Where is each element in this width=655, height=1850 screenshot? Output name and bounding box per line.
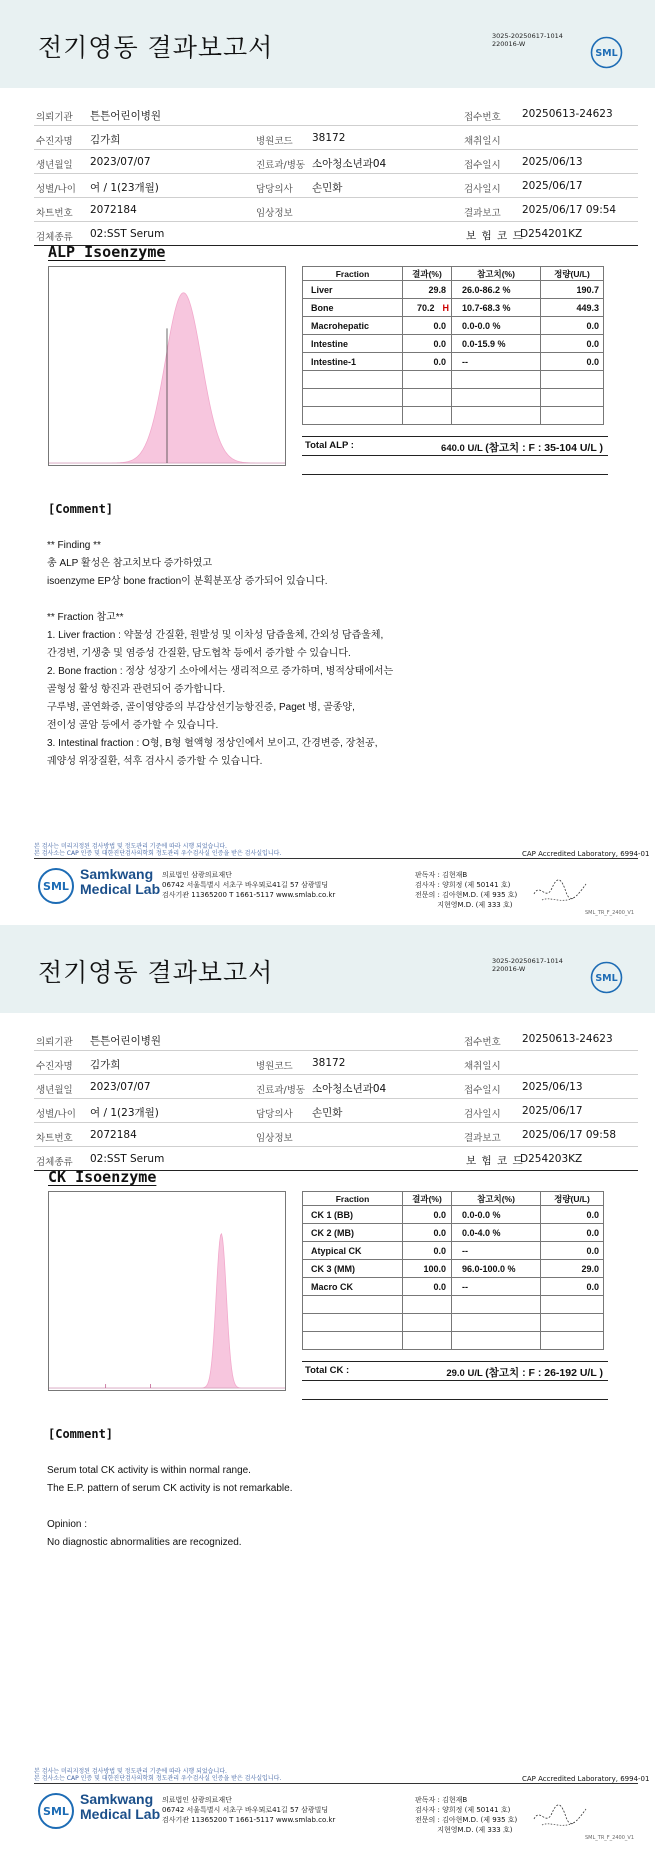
result-cell	[403, 317, 452, 335]
info-value: 여 / 1(23개월)	[90, 1107, 159, 1119]
reference-range: 10.7-68.3 %	[452, 299, 541, 317]
info-label: 검체종류	[36, 1157, 73, 1168]
signers: 판독자 : 김현재B 검사자 : 양희정 (제 50141 호) 전문의 : 김아현M.D. (제 935 호) 지현영M.D. (제 333 호)	[415, 1796, 518, 1834]
quantity-value: 0.0	[541, 317, 604, 335]
info-value: 38172	[312, 132, 346, 144]
fraction-table	[302, 266, 604, 425]
info-label: 병원코드	[256, 1061, 293, 1072]
result-value: 0.0	[433, 356, 446, 367]
info-row	[34, 126, 638, 150]
fraction-table-header	[303, 267, 604, 281]
brand-name	[80, 1792, 160, 1822]
reference-range	[452, 1296, 541, 1314]
fraction-name	[303, 389, 403, 407]
info-row	[34, 1123, 638, 1147]
footer-note: 본 검사는 미리지정된 검사방법 및 정도관리 기준에 따라 시행 되었습니다. 본 검사소는 CAP 인증 및 대한진단검사의학회 정도관리 우수검사실 인증을 받은 검사실입니다.	[34, 1768, 282, 1782]
signature-icon	[530, 876, 590, 906]
report-title: 전기영동 결과보고서	[38, 33, 274, 62]
total-value-group	[446, 1365, 603, 1380]
fraction-name: Macro CK	[303, 1278, 403, 1296]
electrophoresis-svg	[49, 267, 285, 465]
result-cell	[403, 1332, 452, 1350]
total-reference: (참고치 : F : 26-192 U/L )	[485, 1367, 603, 1379]
test-title: CK Isoenzyme	[48, 1168, 157, 1186]
reference-range: 0.0-4.0 %	[452, 1224, 541, 1242]
info-row	[34, 102, 638, 126]
column-header: Fraction	[303, 267, 403, 281]
info-label: 검사일시	[464, 1109, 501, 1120]
info-label: 접수일시	[464, 1085, 501, 1096]
result-cell	[403, 1224, 452, 1242]
lab-address: 의료법인 삼광의료재단 06742 서울특별시 서초구 바우뫼로41길 57 삼광빌딩 검사기관 11365200 T 1661-5117 www.smlab.co.kr	[162, 871, 336, 899]
info-label: 진료과/병동	[256, 1085, 306, 1096]
table-row	[303, 1332, 604, 1350]
info-label: 생년월일	[36, 160, 73, 171]
result-cell	[403, 1242, 452, 1260]
divider	[34, 858, 638, 859]
sml-brand-text: SML	[43, 1805, 69, 1818]
quantity-value: 0.0	[541, 1278, 604, 1296]
table-row	[303, 1296, 604, 1314]
fraction-name: Atypical CK	[303, 1242, 403, 1260]
sml-logo-icon	[590, 961, 623, 994]
fraction-name	[303, 407, 403, 425]
result-cell	[403, 1314, 452, 1332]
info-label: 접수번호	[464, 1037, 501, 1048]
fraction-name: CK 3 (MM)	[303, 1260, 403, 1278]
column-header: 결과(%)	[403, 267, 452, 281]
info-label: 진료과/병동	[256, 160, 306, 171]
table-row	[303, 353, 604, 371]
reference-range: 0.0-0.0 %	[452, 317, 541, 335]
result-value: 0.0	[433, 1209, 446, 1220]
info-row	[34, 1027, 638, 1051]
fraction-name: Intestine-1	[303, 353, 403, 371]
info-label: 접수일시	[464, 160, 501, 171]
patient-info	[34, 1027, 638, 1171]
table-row	[303, 1278, 604, 1296]
result-value: 0.0	[433, 1227, 446, 1238]
result-cell	[403, 389, 452, 407]
document-code	[492, 957, 563, 973]
info-label: 성별/나이	[36, 184, 76, 195]
info-value: 여 / 1(23개월)	[90, 182, 159, 194]
info-value: 2025/06/13	[522, 1081, 583, 1093]
quantity-value	[541, 407, 604, 425]
fraction-table-header	[303, 1192, 604, 1206]
result-value: 0.0	[433, 1281, 446, 1292]
barcode-value: D254203KZ	[520, 1153, 583, 1165]
total-value-group	[441, 440, 603, 455]
divider	[302, 1380, 608, 1381]
reference-range: --	[452, 1278, 541, 1296]
quantity-value: 449.3	[541, 299, 604, 317]
result-cell	[403, 1296, 452, 1314]
quantity-value: 0.0	[541, 353, 604, 371]
info-label: 성별/나이	[36, 1109, 76, 1120]
info-label: 수진자명	[36, 1061, 73, 1072]
result-value: 100.0	[423, 1263, 446, 1274]
total-label: Total ALP :	[305, 440, 354, 451]
info-value: 2025/06/17	[522, 180, 583, 192]
table-row	[303, 1242, 604, 1260]
result-cell	[403, 1278, 452, 1296]
table-row	[303, 1224, 604, 1242]
info-label: 임상정보	[256, 1133, 293, 1144]
total-value: 640.0 U/L	[441, 443, 483, 454]
info-label: 담당의사	[256, 184, 293, 195]
table-row	[303, 1260, 604, 1278]
info-label: 결과보고	[464, 208, 501, 219]
info-label: 임상정보	[256, 208, 293, 219]
result-cell	[403, 371, 452, 389]
quantity-value: 0.0	[541, 1206, 604, 1224]
column-header: 결과(%)	[403, 1192, 452, 1206]
info-label: 의뢰기관	[36, 1037, 73, 1048]
reference-range: 0.0-0.0 %	[452, 1206, 541, 1224]
info-label: 접수번호	[464, 112, 501, 123]
high-flag: H	[442, 302, 449, 313]
total-value: 29.0 U/L	[446, 1368, 483, 1379]
info-value: 손민화	[312, 1107, 343, 1119]
result-cell	[403, 407, 452, 425]
reference-range: --	[452, 353, 541, 371]
form-code: SML_TR_F_2400_V1	[585, 910, 635, 916]
info-value: 2025/06/13	[522, 156, 583, 168]
table-row	[303, 1314, 604, 1332]
table-row	[303, 389, 604, 407]
info-value: 2023/07/07	[90, 156, 151, 168]
info-row	[34, 1099, 638, 1123]
total-label: Total CK :	[305, 1365, 350, 1376]
result-cell	[403, 353, 452, 371]
sml-logo-text: SML	[595, 973, 618, 984]
lab-address: 의료법인 삼광의료재단 06742 서울특별시 서초구 바우뫼로41길 57 삼광빌딩 검사기관 11365200 T 1661-5117 www.smlab.co.kr	[162, 1796, 336, 1824]
info-label: 차트번호	[36, 208, 73, 219]
divider	[302, 1399, 608, 1400]
electrophoresis-svg	[49, 1192, 285, 1390]
info-value: 2025/06/17	[522, 1105, 583, 1117]
info-value: 2072184	[90, 1129, 137, 1141]
info-row	[34, 150, 638, 174]
result-value: 70.2	[416, 302, 435, 313]
table-row	[303, 281, 604, 299]
result-cell	[403, 335, 452, 353]
sml-logo-text: SML	[595, 48, 618, 59]
info-label: 생년월일	[36, 1085, 73, 1096]
info-label: 채취일시	[464, 136, 501, 147]
info-value: 손민화	[312, 182, 343, 194]
sml-logo-icon	[590, 36, 623, 69]
info-value: 2025/06/17 09:54	[522, 204, 617, 216]
info-value: 2072184	[90, 204, 137, 216]
form-code: SML_TR_F_2400_V1	[585, 1835, 635, 1841]
info-value: 38172	[312, 1057, 346, 1069]
result-cell	[403, 281, 452, 299]
fraction-name: Macrohepatic	[303, 317, 403, 335]
comment-body: ** Finding ** 총 ALP 활성은 참고치보다 증가하였고 isoenzyme EP상 bone fraction이 분획분포상 증가되어 있습니다. ** Fraction 참고** 1. Liver fraction : 약물성 간질환, 원발성 및 이차성 담즙울체, 간외성 담즙울체, 간경변, 기생충 및 염증성 간질환, 담도협착 등에서 증가할 수 있습니다. 2. Bone fraction : 정상 성장기 소아에서는 생리적으로 증가하며, 병적상태에서는 골형성 활성 항진과 관련되어 증가합니다. 구루병, 골연화증, 골이영양증의 부갑상선기능항진증, Paget 병, 골종양, 전이성 골암 등에서 증가할 수 있습니다. 3. Intestinal fraction : O형, B형 혈액형 정상인에서 보이고, 간경변증, 장천공, 궤양성 위장질환, 석후 검사시 증가할 수 있습니다.	[47, 540, 394, 767]
result-value: 0.0	[433, 1245, 446, 1256]
result-value: 0.0	[433, 338, 446, 349]
info-row	[34, 1051, 638, 1075]
divider	[34, 1783, 638, 1784]
comment-body: Serum total CK activity is within normal range. The E.P. pattern of serum CK activity is not remarkable. Opinion : No diagnostic abnormalities are recognized.	[47, 1465, 293, 1548]
cap-accreditation: CAP Accredited Laboratory, 6994-01	[522, 850, 650, 858]
fraction-name: CK 2 (MB)	[303, 1224, 403, 1242]
info-value: 소아청소년과04	[312, 158, 387, 170]
specimen-value: 02:SST Serum	[90, 1153, 165, 1165]
table-row	[303, 335, 604, 353]
column-header: Fraction	[303, 1192, 403, 1206]
reference-range	[452, 389, 541, 407]
column-header: 참고치(%)	[452, 1192, 541, 1206]
info-label: 결과보고	[464, 1133, 501, 1144]
quantity-value: 0.0	[541, 335, 604, 353]
reference-range: 96.0-100.0 %	[452, 1260, 541, 1278]
quantity-value	[541, 1296, 604, 1314]
info-label: 담당의사	[256, 1109, 293, 1120]
info-value: 튼튼어린이병원	[90, 110, 162, 122]
divider	[302, 474, 608, 475]
report-header	[0, 925, 655, 1013]
electrophoresis-graph	[48, 1191, 286, 1391]
table-row	[303, 1206, 604, 1224]
reference-range: 26.0-86.2 %	[452, 281, 541, 299]
reference-range	[452, 1314, 541, 1332]
brand-line: Samkwang	[80, 1791, 154, 1807]
divider	[302, 436, 608, 437]
fraction-name: Intestine	[303, 335, 403, 353]
column-header: 정량(U/L)	[541, 1192, 604, 1206]
barcode-label: 보 험 코 드	[466, 1155, 524, 1167]
info-row	[34, 198, 638, 222]
result-cell	[403, 1260, 452, 1278]
info-label: 차트번호	[36, 1133, 73, 1144]
signature-icon	[530, 1801, 590, 1831]
divider	[302, 1361, 608, 1362]
patient-info	[34, 102, 638, 246]
quantity-value	[541, 371, 604, 389]
comment-heading: [Comment]	[48, 502, 114, 516]
info-value: 2025/06/17 09:58	[522, 1129, 617, 1141]
sml-brand-text: SML	[43, 880, 69, 893]
barcode-label: 보 험 코 드	[466, 230, 524, 242]
document-code-line: 3025-20250617-1014	[492, 32, 563, 40]
info-value: 20250613-24623	[522, 1033, 613, 1045]
fraction-name	[303, 1314, 403, 1332]
comment-heading: [Comment]	[48, 1427, 114, 1441]
info-label: 병원코드	[256, 136, 293, 147]
barcode-value: D254201KZ	[520, 228, 583, 240]
column-header: 정량(U/L)	[541, 267, 604, 281]
reference-range	[452, 407, 541, 425]
document-code	[492, 32, 563, 48]
table-row	[303, 371, 604, 389]
info-row	[34, 174, 638, 198]
info-value: 김가희	[90, 1059, 121, 1071]
quantity-value: 0.0	[541, 1242, 604, 1260]
quantity-value: 190.7	[541, 281, 604, 299]
quantity-value: 0.0	[541, 1224, 604, 1242]
info-value: 2023/07/07	[90, 1081, 151, 1093]
reference-range	[452, 371, 541, 389]
quantity-value	[541, 1314, 604, 1332]
info-label: 의뢰기관	[36, 112, 73, 123]
info-label: 검사일시	[464, 184, 501, 195]
reference-range: --	[452, 1242, 541, 1260]
sml-brand-icon	[36, 1791, 76, 1831]
report-page	[0, 925, 655, 1850]
sml-brand-icon	[36, 866, 76, 906]
reference-range	[452, 1332, 541, 1350]
brand-name	[80, 867, 160, 897]
quantity-value: 29.0	[541, 1260, 604, 1278]
result-value: 0.0	[433, 320, 446, 331]
peak-area	[49, 1234, 285, 1388]
result-cell	[403, 299, 452, 317]
fraction-name: Liver	[303, 281, 403, 299]
table-row	[303, 317, 604, 335]
info-value: 소아청소년과04	[312, 1083, 387, 1095]
brand-line: Samkwang	[80, 866, 154, 882]
report-header	[0, 0, 655, 88]
info-label: 수진자명	[36, 136, 73, 147]
quantity-value	[541, 389, 604, 407]
cap-accreditation: CAP Accredited Laboratory, 6994-01	[522, 1775, 650, 1783]
document-code-line: 220016-W	[492, 40, 526, 48]
info-value: 20250613-24623	[522, 108, 613, 120]
document-code-line: 220016-W	[492, 965, 526, 973]
total-reference: (참고치 : F : 35-104 U/L )	[485, 442, 603, 454]
brand-line: Medical Lab	[80, 1806, 161, 1822]
result-cell	[403, 1206, 452, 1224]
column-header: 참고치(%)	[452, 267, 541, 281]
fraction-table	[302, 1191, 604, 1350]
divider	[302, 455, 608, 456]
info-row	[34, 1075, 638, 1099]
fraction-name	[303, 1332, 403, 1350]
report-title: 전기영동 결과보고서	[38, 958, 274, 987]
fraction-name	[303, 1296, 403, 1314]
quantity-value	[541, 1332, 604, 1350]
fraction-name: Bone	[303, 299, 403, 317]
table-row	[303, 407, 604, 425]
footer-note: 본 검사는 미리지정된 검사방법 및 정도관리 기준에 따라 시행 되었습니다. 본 검사소는 CAP 인증 및 대한진단검사의학회 정도관리 우수검사실 인증을 받은 검사실입니다.	[34, 843, 282, 857]
brand-line: Medical Lab	[80, 881, 161, 897]
info-label: 검체종류	[36, 232, 73, 243]
reference-range: 0.0-15.9 %	[452, 335, 541, 353]
result-value: 29.8	[428, 284, 446, 295]
fraction-name	[303, 371, 403, 389]
info-value: 튼튼어린이병원	[90, 1035, 162, 1047]
electrophoresis-graph	[48, 266, 286, 466]
signers: 판독자 : 김현재B 검사자 : 양희정 (제 50141 호) 전문의 : 김아현M.D. (제 935 호) 지현영M.D. (제 333 호)	[415, 871, 518, 909]
fraction-name: CK 1 (BB)	[303, 1206, 403, 1224]
test-title: ALP Isoenzyme	[48, 243, 166, 261]
info-label: 채취일시	[464, 1061, 501, 1072]
info-value: 김가희	[90, 134, 121, 146]
document-code-line: 3025-20250617-1014	[492, 957, 563, 965]
specimen-value: 02:SST Serum	[90, 228, 165, 240]
table-row	[303, 299, 604, 317]
